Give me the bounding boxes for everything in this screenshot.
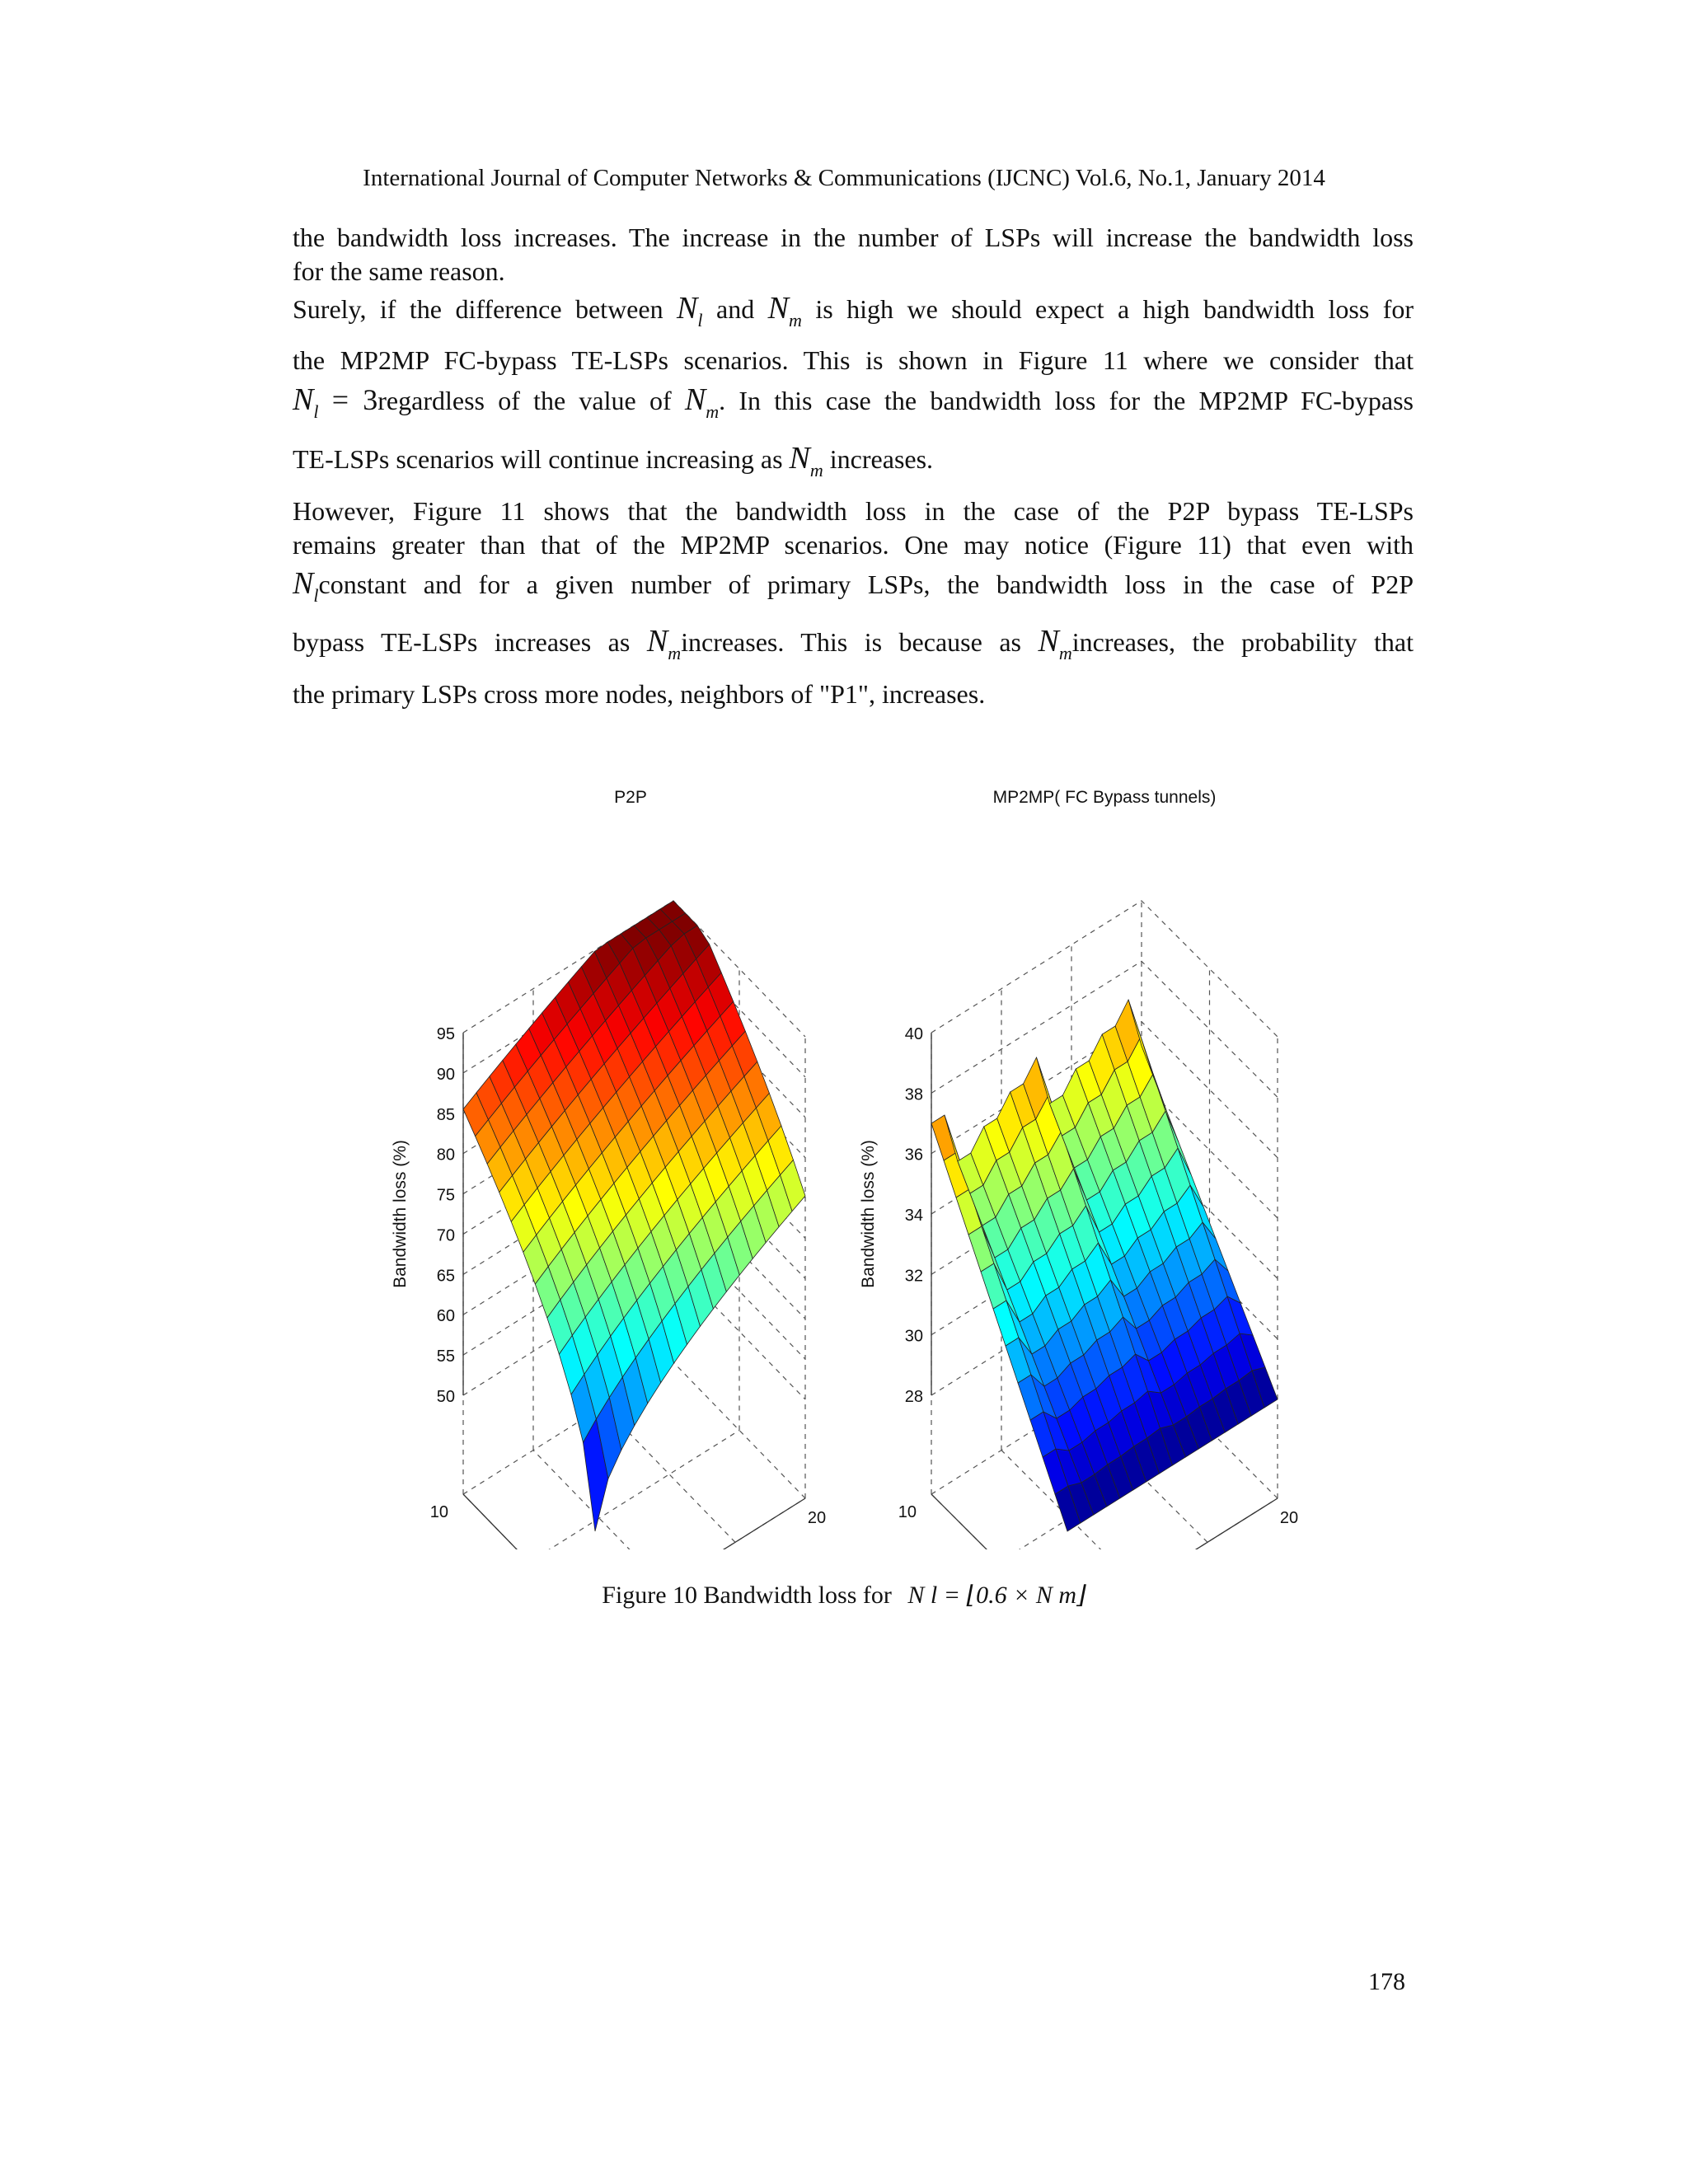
chart-mp2mp	[859, 788, 1298, 1549]
z-tick-label: 75	[436, 1186, 455, 1205]
math-symbol: N	[1038, 624, 1059, 658]
z-tick-label: 50	[436, 1388, 455, 1406]
z-tick-label: 32	[904, 1267, 923, 1286]
y-axis-line	[463, 1494, 595, 1549]
z-tick-label: 38	[904, 1085, 923, 1104]
paragraph-3	[293, 494, 1414, 711]
z-tick-label: 95	[436, 1025, 455, 1043]
grid-line	[529, 1431, 739, 1550]
z-tick-label: 30	[904, 1327, 923, 1346]
chart-title: P2P	[614, 788, 647, 807]
text-segment: regardless of the value of	[377, 386, 672, 415]
z-tick-label: 70	[436, 1226, 455, 1245]
z-tick-label: 65	[436, 1267, 455, 1286]
chart-p2p	[391, 788, 826, 1549]
paragraph-3-line-1: However, Figure 11 shows that the bandwidth loss in the case of the P2P bypass TE-LSPs	[293, 496, 1414, 526]
text-segment: TE-LSPs scenarios will continue increasing as	[293, 444, 783, 474]
text-segment: increases. This is because as	[681, 627, 1021, 657]
math-subscript: m	[1058, 643, 1072, 663]
paragraph-1	[293, 221, 1414, 288]
math-symbol: N	[293, 382, 314, 417]
math-subscript: m	[668, 643, 682, 663]
z-tick-label: 36	[904, 1146, 923, 1165]
paragraph-2	[293, 288, 1414, 490]
z-tick-label: 60	[436, 1307, 455, 1326]
grid-line	[931, 901, 1278, 1037]
y-tick-label: 10	[898, 1503, 917, 1521]
z-tick-label: 90	[436, 1065, 455, 1084]
running-header: International Journal of Computer Networks & Communications (IJCNC) Vol.6, No.1, January 2014	[363, 165, 1325, 191]
math-symbol: N	[767, 291, 789, 326]
math-symbol: N	[293, 566, 314, 601]
math-subscript: l	[313, 401, 319, 422]
math-subscript: m	[809, 460, 823, 480]
math-symbol: N	[646, 624, 668, 658]
math-subscript: l	[313, 585, 319, 606]
text-segment: constant and for a given number of primary LSPs, the bandwidth loss in the case of P2P	[318, 569, 1414, 599]
text-segment: increases.	[829, 444, 934, 474]
paragraph-3-line-4	[293, 617, 1414, 677]
paragraph-2-line-4	[293, 438, 1414, 490]
paragraph-1-line-2: for the same reason.	[293, 256, 505, 286]
chart-title: MP2MP( FC Bypass tunnels)	[992, 788, 1217, 807]
grid-line	[931, 1494, 1067, 1549]
paragraph-2-line-3	[293, 380, 1414, 432]
z-axis-label: Bandwidth loss (%)	[859, 1140, 878, 1288]
paragraph-3-line-5: the primary LSPs cross more nodes, neighbors of "P1", increases.	[293, 679, 986, 709]
paragraph-1-line-1: the bandwidth loss increases. The increase in the number of LSPs will increase the bandwidth loss	[293, 223, 1414, 252]
math-subscript: l	[697, 310, 703, 330]
caption-formula: N l = ⌊0.6 × N m⌋	[907, 1582, 1086, 1609]
text-segment: Surely, if the difference between	[293, 294, 663, 324]
z-tick-label: 34	[904, 1207, 923, 1225]
text-segment: increases, the probability that	[1071, 627, 1414, 657]
math-subscript: m	[706, 401, 720, 422]
paragraph-3-line-3	[293, 562, 1414, 617]
paragraph-3-line-2: remains greater than that of the MP2MP scenarios. One may notice (Figure 11) that even with	[293, 530, 1414, 560]
page-number: 178	[1368, 1968, 1405, 1995]
z-tick-label: 28	[904, 1388, 923, 1406]
math-symbol: N	[677, 291, 698, 326]
figure-10	[0, 766, 1688, 1549]
figure-caption	[0, 1581, 1688, 1610]
z-tick-label: 85	[436, 1105, 455, 1124]
text-segment: and	[715, 294, 755, 324]
caption-text: Figure 10 Bandwidth loss for	[602, 1582, 892, 1609]
z-tick-label: 80	[436, 1146, 455, 1165]
z-tick-label: 55	[436, 1347, 455, 1366]
x-tick-label: 20	[1279, 1509, 1299, 1527]
math-equation: = 3	[331, 383, 378, 416]
text-segment: is high we should expect a high bandwidth loss for	[815, 294, 1414, 324]
paragraph-2-line-1	[293, 288, 1414, 340]
y-axis-line	[931, 1494, 1067, 1549]
y-tick-label: 10	[429, 1503, 448, 1521]
x-tick-label: 20	[807, 1509, 827, 1527]
z-tick-label: 40	[904, 1025, 923, 1043]
math-symbol: N	[789, 441, 810, 476]
paragraph-2-line-2: the MP2MP FC-bypass TE-LSPs scenarios. This is shown in Figure 11 where we consider that	[293, 345, 1414, 375]
z-axis-label: Bandwidth loss (%)	[391, 1140, 410, 1288]
grid-line	[463, 1494, 595, 1549]
math-subscript: m	[789, 310, 802, 330]
text-segment: bypass TE-LSPs increases as	[293, 627, 631, 657]
surface-patch	[931, 1115, 957, 1160]
text-segment: . In this case the bandwidth loss for the MP2MP FC-bypass	[719, 386, 1414, 415]
math-symbol: N	[684, 382, 706, 417]
